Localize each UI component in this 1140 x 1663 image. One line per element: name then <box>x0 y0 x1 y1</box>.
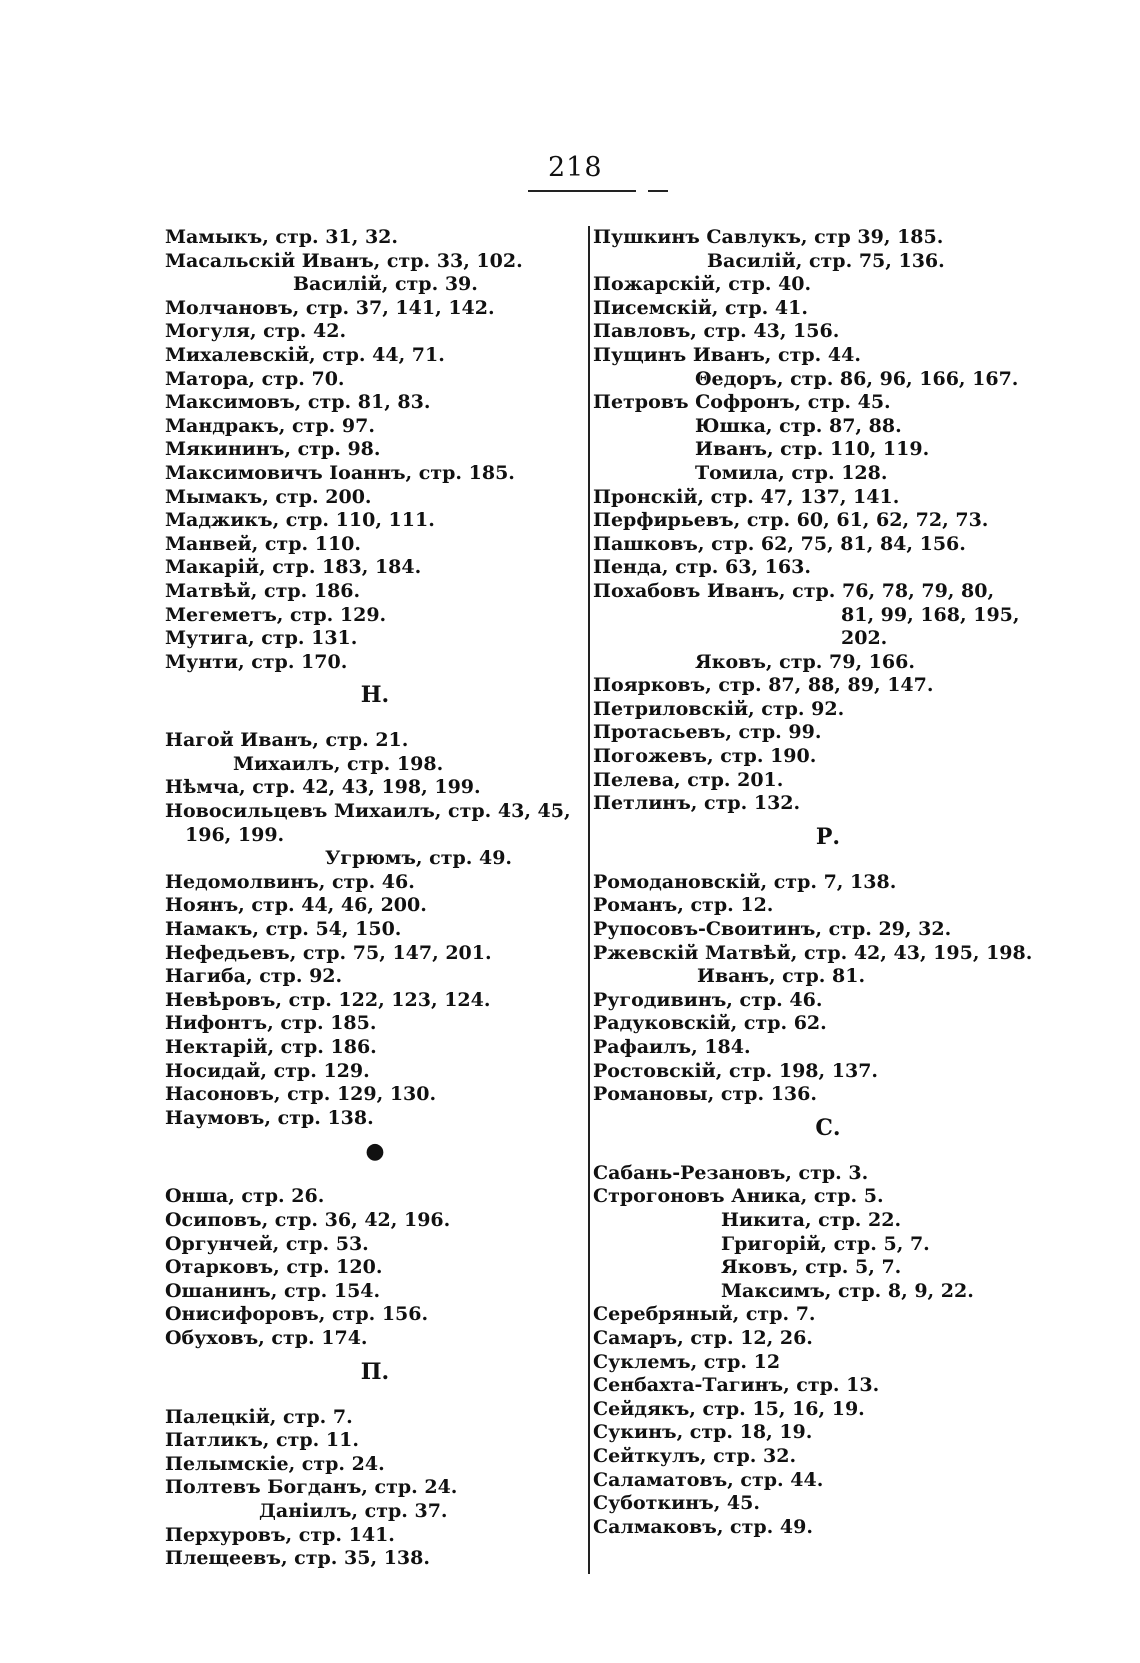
index-entry: Намакъ, стр. 54, 150. <box>165 918 402 941</box>
index-entry: Нифонтъ, стр. 185. <box>165 1012 377 1035</box>
index-entry: Мегеметъ, стр. 129. <box>165 603 387 626</box>
index-entry: Ромодановскiй, стр. 7, 138. <box>593 870 897 893</box>
index-entry: Мутига, стр. 131. <box>165 627 358 650</box>
index-entry: Палецкiй, стр. 7. <box>165 1405 353 1428</box>
index-entry: Салмаковъ, стр. 49. <box>593 1515 813 1538</box>
index-column-right <box>593 226 1063 1539</box>
index-entry: Ноянъ, стр. 44, 46, 200. <box>165 894 427 917</box>
column-divider <box>588 226 590 1574</box>
index-entry: Онша, стр. 26. <box>165 1185 325 1208</box>
index-entry: Носидай, стр. 129. <box>165 1059 370 1082</box>
index-entry: Серебряный, стр. 7. <box>593 1303 816 1326</box>
index-entry: Онисифоровъ, стр. 156. <box>165 1303 429 1326</box>
index-entry: Максимовичъ Iоаннъ, стр. 185. <box>165 461 515 484</box>
index-entry: Матора, стр. 70. <box>165 367 345 390</box>
index-entry: Иванъ, стр. 110, 119. <box>695 438 930 461</box>
index-entry: Мамыкъ, стр. 31, 32. <box>165 226 399 248</box>
index-entry: Радуковскiй, стр. 62. <box>593 1012 827 1035</box>
index-entry: Пелымскiе, стр. 24. <box>165 1452 385 1475</box>
index-entry: Ошанинъ, стр. 154. <box>165 1279 381 1302</box>
index-entry: Яковъ, стр. 5, 7. <box>721 1256 902 1279</box>
header-rule-tail <box>648 190 668 192</box>
index-entry: Данiилъ, стр. 37. <box>259 1499 448 1522</box>
index-entry: Θедоръ, стр. 86, 96, 166, 167. <box>695 367 1019 390</box>
index-entry: Максимовъ, стр. 81, 83. <box>165 391 431 414</box>
index-entry: Недомолвинъ, стр. 46. <box>165 870 415 893</box>
index-entry: Михаилъ, стр. 198. <box>233 752 444 775</box>
index-entry: Писемскiй, стр. 41. <box>593 296 808 319</box>
index-entry: Ростовскiй, стр. 198, 137. <box>593 1059 879 1082</box>
section-letter: С. <box>815 1114 841 1141</box>
section-letter: Р. <box>815 823 841 850</box>
index-entry: Иванъ, стр. 81. <box>697 965 866 988</box>
index-entry: Погожевъ, стр. 190. <box>593 745 817 768</box>
index-entry: Саламатовъ, стр. 44. <box>593 1468 824 1491</box>
index-entry: Максимъ, стр. 8, 9, 22. <box>721 1279 974 1302</box>
page-number: 218 <box>548 152 603 183</box>
index-entry: Никита, стр. 22. <box>721 1208 902 1231</box>
index-entry: Угрюмъ, стр. 49. <box>325 847 513 870</box>
index-entry: Молчановъ, стр. 37, 141, 142. <box>165 296 495 319</box>
index-entry: Поярковъ, стр. 87, 88, 89, 147. <box>593 674 934 697</box>
index-entry: Масальскiй Иванъ, стр. 33, 102. <box>165 249 523 272</box>
index-entry: Нагиба, стр. 92. <box>165 965 343 988</box>
index-entry: Осиповъ, стр. 36, 42, 196. <box>165 1208 451 1231</box>
index-entry: Павловъ, стр. 43, 156. <box>593 320 840 343</box>
index-entry: Яковъ, стр. 79, 166. <box>695 650 915 673</box>
index-entry: Григорiй, стр. 5, 7. <box>721 1232 930 1255</box>
index-entry: Мандракъ, стр. 97. <box>165 414 375 437</box>
index-entry: Отарковъ, стр. 120. <box>165 1256 383 1279</box>
index-entry: Ржевскiй Матвѣй, стр. 42, 43, 195, 198. <box>593 941 1033 964</box>
index-entry: Строгоновъ Аника, стр. 5. <box>593 1185 884 1208</box>
index-entry: Петлинъ, стр. 132. <box>593 792 801 815</box>
index-entry: Мунти, стр. 170. <box>165 650 348 673</box>
index-entry: Петриловскiй, стр. 92. <box>593 697 845 720</box>
index-entry: Юшка, стр. 87, 88. <box>695 414 902 437</box>
index-entry: Маджикъ, стр. 110, 111. <box>165 509 435 532</box>
index-entry: Нагой Иванъ, стр. 21. <box>165 729 409 752</box>
index-entry: Рупосовъ-Своитинъ, стр. 29, 32. <box>593 918 952 941</box>
index-entry: Пронскiй, стр. 47, 137, 141. <box>593 485 900 508</box>
index-entry: Ругодивинъ, стр. 46. <box>593 988 823 1011</box>
section-letter: Н. <box>360 682 390 709</box>
index-entry: Плещеевъ, стр. 35, 138. <box>165 1547 430 1570</box>
index-entry: Похабовъ Иванъ, стр. 76, 78, 79, 80, <box>593 579 995 602</box>
index-entry: Патликъ, стр. 11. <box>165 1429 359 1452</box>
index-entry: 196, 199. <box>185 823 285 846</box>
index-entry: 81, 99, 168, 195, <box>841 603 1020 626</box>
index-column-left <box>165 226 585 1571</box>
index-entry: Сейткулъ, стр. 32. <box>593 1444 797 1467</box>
index-entry: Матвѣй, стр. 186. <box>165 579 361 602</box>
index-entry: Протасьевъ, стр. 99. <box>593 721 822 744</box>
index-entry: Нѣмча, стр. 42, 43, 198, 199. <box>165 776 481 799</box>
index-entry: Пущинъ Иванъ, стр. 44. <box>593 343 861 366</box>
index-entry: Могуля, стр. 42. <box>165 320 347 343</box>
index-entry: Мякининъ, стр. 98. <box>165 438 381 461</box>
index-entry: Сукинъ, стр. 18, 19. <box>593 1421 813 1444</box>
index-entry: Романъ, стр. 12. <box>593 894 774 917</box>
index-entry: Самаръ, стр. 12, 26. <box>593 1326 813 1349</box>
index-entry: Василiй, стр. 75, 136. <box>707 249 945 272</box>
index-entry: Оргунчей, стр. 53. <box>165 1232 369 1255</box>
index-entry: Новосильцевъ Михаилъ, стр. 43, 45, <box>165 800 571 823</box>
index-entry: Пашковъ, стр. 62, 75, 81, 84, 156. <box>593 532 966 555</box>
index-entry: Петровъ Софронъ, стр. 45. <box>593 391 891 414</box>
index-entry: Сейдякъ, стр. 15, 16, 19. <box>593 1397 865 1420</box>
index-entry: Пелева, стр. 201. <box>593 768 784 791</box>
index-entry: Рафаилъ, 184. <box>593 1036 751 1058</box>
index-entry: Насоновъ, стр. 129, 130. <box>165 1083 437 1106</box>
index-entry: Василiй, стр. 39. <box>293 273 478 296</box>
index-entry: Манвей, стр. 110. <box>165 532 361 555</box>
index-entry: Суботкинъ, 45. <box>593 1492 760 1515</box>
index-entry: Михалевскiй, стр. 44, 71. <box>165 343 445 366</box>
section-letter: ● <box>365 1138 385 1165</box>
index-entry: Романовы, стр. 136. <box>593 1083 817 1106</box>
index-entry: Нефедьевъ, стр. 75, 147, 201. <box>165 941 492 964</box>
header-rule <box>528 190 636 192</box>
index-entry: Сабань-Резановъ, стр. 3. <box>593 1161 869 1184</box>
index-entry: Пожарскiй, стр. 40. <box>593 273 812 296</box>
index-entry: Перхуровъ, стр. 141. <box>165 1523 395 1546</box>
section-letter: П. <box>360 1358 390 1385</box>
index-entry: 202. <box>841 627 888 650</box>
index-entry: Мымакъ, стр. 200. <box>165 485 372 508</box>
index-entry: Нектарiй, стр. 186. <box>165 1036 377 1058</box>
index-entry: Невѣровъ, стр. 122, 123, 124. <box>165 988 491 1011</box>
index-entry: Наумовъ, стр. 138. <box>165 1106 374 1129</box>
index-entry: Томила, стр. 128. <box>695 461 888 484</box>
index-entry: Обуховъ, стр. 174. <box>165 1326 368 1349</box>
index-entry: Полтевъ Богданъ, стр. 24. <box>165 1476 458 1499</box>
index-entry: Перфирьевъ, стр. 60, 61, 62, 72, 73. <box>593 509 989 532</box>
index-entry: Макарiй, стр. 183, 184. <box>165 556 422 579</box>
index-entry: Суклемъ, стр. 12 <box>593 1350 781 1373</box>
index-entry: Пенда, стр. 63, 163. <box>593 556 811 579</box>
index-entry: Пушкинъ Савлукъ, стр 39, 185. <box>593 226 944 248</box>
index-entry: Сенбахта-Тагинъ, стр. 13. <box>593 1374 880 1397</box>
